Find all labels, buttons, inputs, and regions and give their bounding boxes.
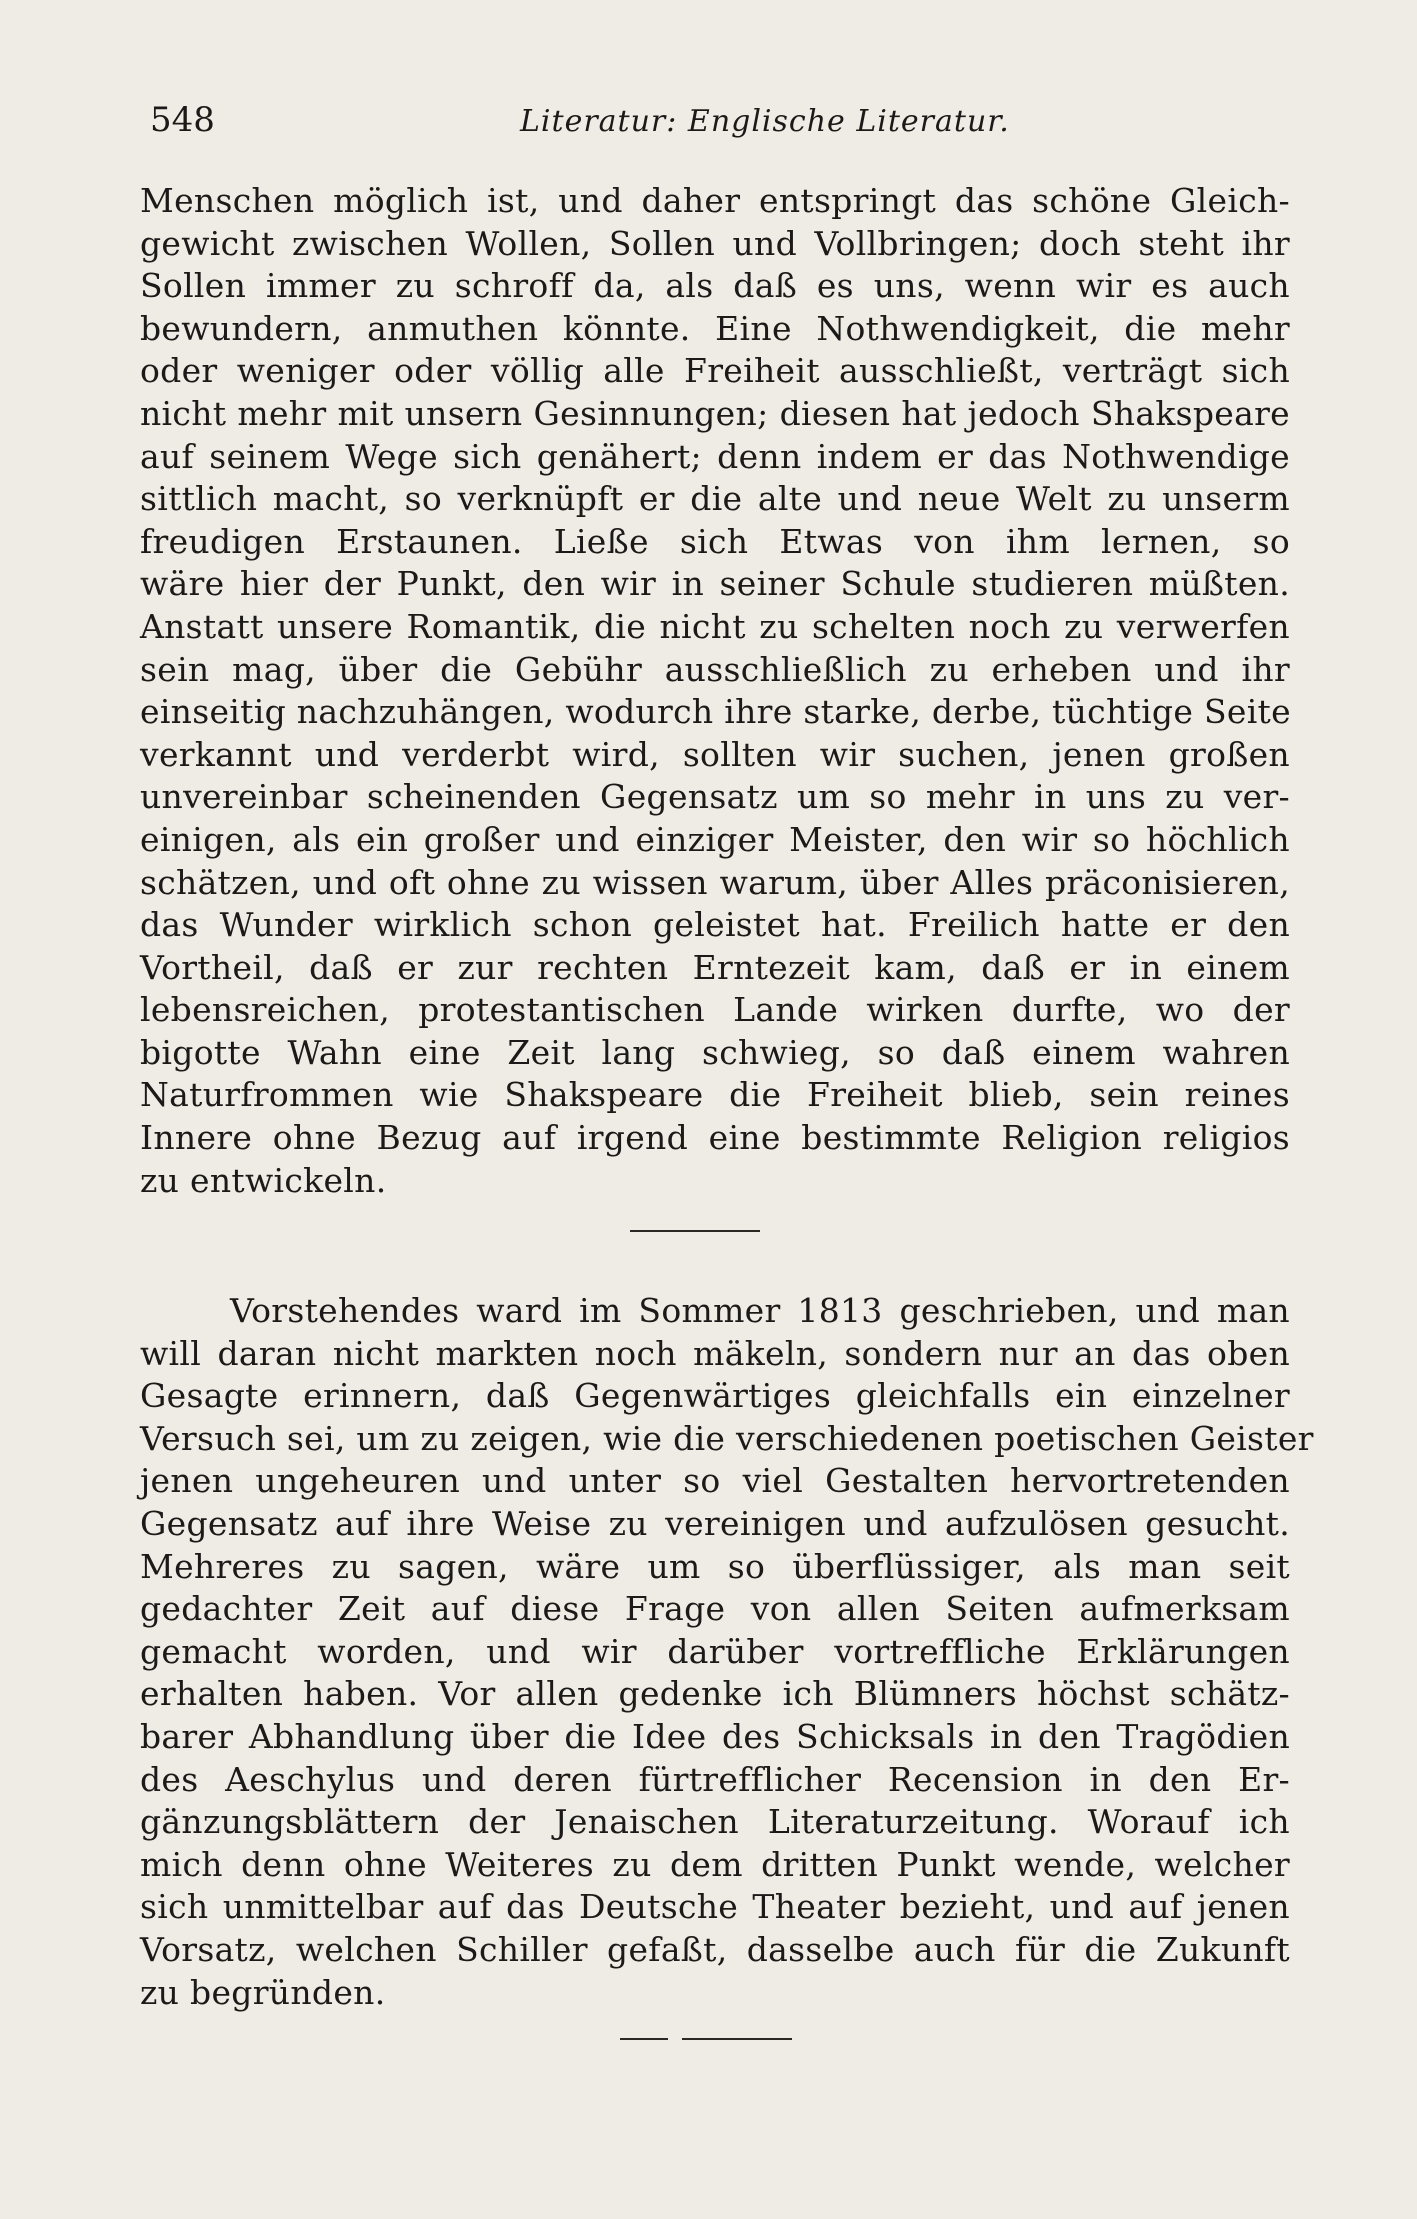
text-line: einseitig nachzuhängen, wodurch ihre starke, derbe, tüchtige Seite bbox=[140, 692, 1291, 732]
text-line: gewicht zwischen Wollen, Sollen und Vollbringen; doch steht ihr bbox=[140, 223, 1290, 263]
paragraph-2 bbox=[140, 1290, 1314, 2014]
text-line: sein mag, über die Gebühr ausschließlich zu erheben und ihr bbox=[140, 649, 1290, 689]
page-header bbox=[150, 100, 1290, 150]
text-line: gedachter Zeit auf diese Frage von allen Seiten aufmerksam bbox=[140, 1589, 1290, 1629]
text-line: gänzungsblättern der Jenaischen Literaturzeitung. Worauf ich bbox=[140, 1802, 1290, 1842]
text-line: jenen ungeheuren und unter so viel Gestalten hervortretenden bbox=[140, 1461, 1290, 1501]
text-line: auf seinem Wege sich genähert; denn indem er das Nothwendige bbox=[140, 436, 1290, 476]
text-line: bewundern, anmuthen könnte. Eine Nothwendigkeit, die mehr bbox=[140, 308, 1290, 348]
text-line: bigotte Wahn eine Zeit lang schwieg, so daß einem wahren bbox=[140, 1032, 1290, 1072]
text-line: oder weniger oder völlig alle Freiheit ausschließt, verträgt sich bbox=[140, 351, 1290, 391]
text-line: sich unmittelbar auf das Deutsche Theater bezieht, und auf jenen bbox=[140, 1887, 1290, 1927]
text-line: Vorsatz, welchen Schiller gefaßt, dasselbe auch für die Zukunft bbox=[140, 1929, 1290, 1969]
text-line: gemacht worden, und wir darüber vortreffliche Erklärungen bbox=[140, 1631, 1290, 1671]
text-line: zu entwickeln. bbox=[140, 1160, 387, 1200]
section-divider bbox=[630, 1230, 760, 1232]
text-line: mich denn ohne Weiteres zu dem dritten Punkt wende, welcher bbox=[140, 1844, 1290, 1884]
text-line: lebensreichen, protestantischen Lande wirken durfte, wo der bbox=[140, 990, 1290, 1030]
text-line: Vortheil, daß er zur rechten Erntezeit kam, daß er in einem bbox=[140, 947, 1290, 987]
text-line: will daran nicht markten noch mäkeln, sondern nur an das oben bbox=[140, 1333, 1290, 1373]
text-line: erhalten haben. Vor allen gedenke ich Blümners höchst schätz- bbox=[140, 1674, 1290, 1714]
text-line: nicht mehr mit unsern Gesinnungen; diesen hat jedoch Shakspeare bbox=[140, 393, 1290, 433]
text-line: Menschen möglich ist, und daher entspringt das schöne Gleich- bbox=[140, 181, 1290, 220]
text-line: Gegensatz auf ihre Weise zu vereinigen und aufzulösen gesucht. bbox=[140, 1503, 1290, 1543]
text-line: schätzen, und oft ohne zu wissen warum, über Alles präconisieren, bbox=[140, 862, 1290, 902]
text-line: unvereinbar scheinenden Gegensatz um so mehr in uns zu ver- bbox=[140, 777, 1290, 817]
page-number: 548 bbox=[150, 100, 215, 140]
text-line: des Aeschylus und deren fürtrefflicher Recension in den Er- bbox=[140, 1759, 1290, 1799]
text-line: einigen, als ein großer und einziger Meister, den wir so höchlich bbox=[140, 819, 1290, 859]
text-line: wäre hier der Punkt, den wir in seiner Schule studieren müßten. bbox=[140, 564, 1290, 604]
text-line: Anstatt unsere Romantik, die nicht zu schelten noch zu verwerfen bbox=[140, 606, 1290, 646]
text-line: Sollen immer zu schroff da, als daß es uns, wenn wir es auch bbox=[140, 266, 1290, 306]
paragraph-1 bbox=[140, 180, 1290, 1202]
running-head: Literatur: Englische Literatur. bbox=[520, 104, 1010, 139]
end-divider bbox=[620, 2038, 792, 2040]
text-line: freudigen Erstaunen. Ließe sich Etwas von ihm lernen, so bbox=[140, 521, 1290, 561]
text-line: barer Abhandlung über die Idee des Schicksals in den Tragödien bbox=[140, 1716, 1290, 1756]
text-line: Gesagte erinnern, daß Gegenwärtiges gleichfalls ein einzelner bbox=[140, 1376, 1290, 1416]
text-line: zu begründen. bbox=[140, 1972, 386, 2012]
text-line: sittlich macht, so verknüpft er die alte und neue Welt zu unserm bbox=[140, 479, 1290, 519]
text-line: Mehreres zu sagen, wäre um so überflüssiger, als man seit bbox=[140, 1546, 1290, 1586]
text-line: Vorstehendes ward im Sommer 1813 geschrieben, und man bbox=[230, 1291, 1290, 1330]
text-line: Naturfrommen wie Shakspeare die Freiheit blieb, sein reines bbox=[140, 1075, 1290, 1115]
text-line: Innere ohne Bezug auf irgend eine bestimmte Religion religios bbox=[140, 1118, 1290, 1158]
text-line: Versuch sei, um zu zeigen, wie die verschiedenen poetischen Geister bbox=[140, 1418, 1314, 1458]
text-line: das Wunder wirklich schon geleistet hat. Freilich hatte er den bbox=[140, 905, 1290, 945]
text-line: verkannt und verderbt wird, sollten wir suchen, jenen großen bbox=[140, 734, 1290, 774]
